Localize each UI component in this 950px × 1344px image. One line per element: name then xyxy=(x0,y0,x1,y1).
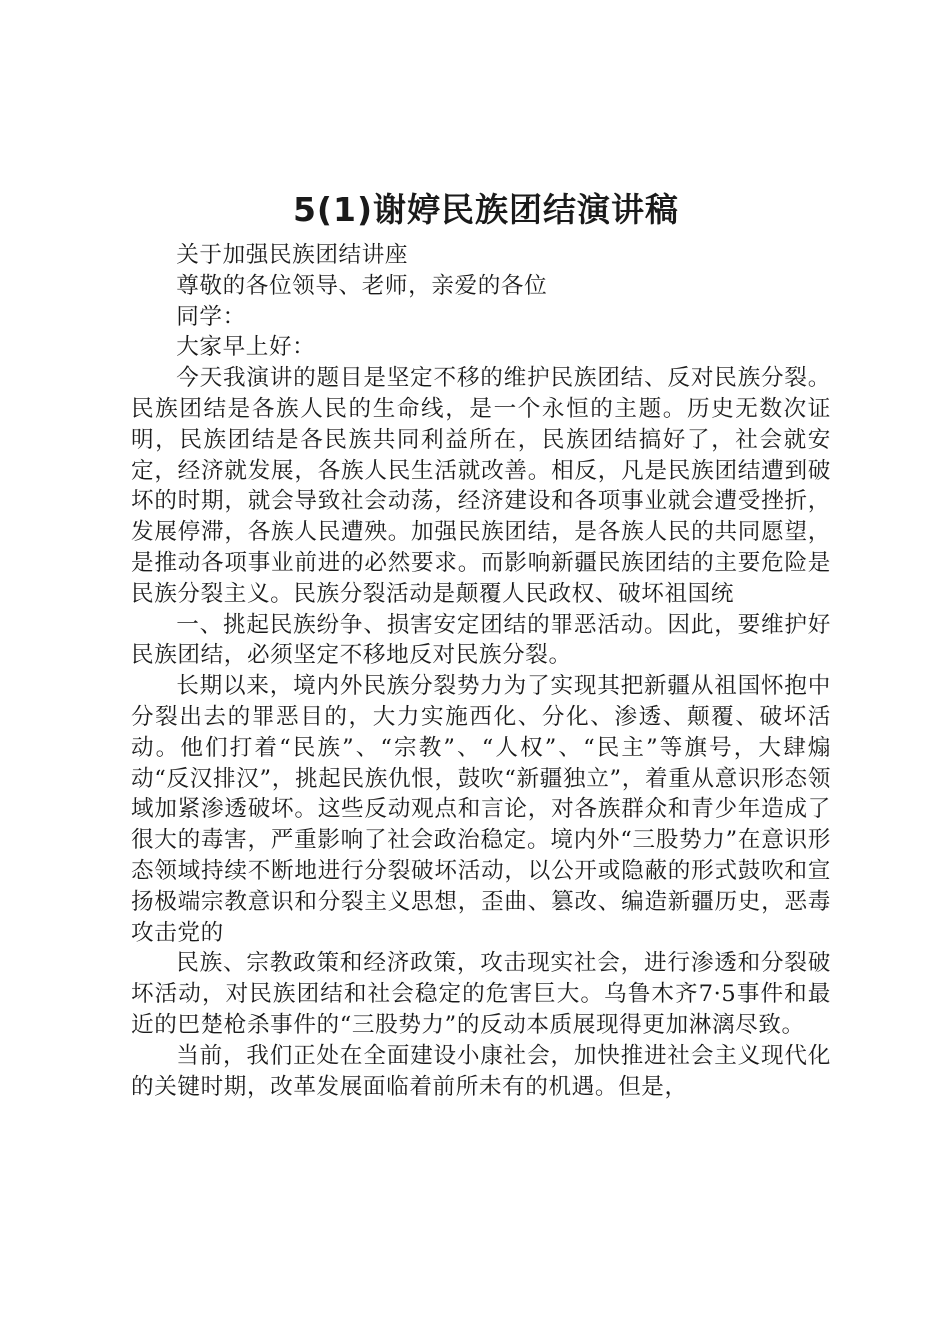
document-title: 5(1)谢婷民族团结演讲稿 xyxy=(292,190,680,229)
paragraph-salutation: 尊敬的各位领导、老师，亲爱的各位 xyxy=(176,272,548,299)
paragraph-body: 民族、宗教政策和经济政策，攻击现实社会，进行渗透和分裂破坏活动，对民族团结和社会稳定的危害巨大。乌鲁木齐7·5事件和最近的巴楚枪杀事件的“三股势力”的反动本质展现得更加淋漓尽致。 xyxy=(131,950,831,1038)
paragraph-body: 今天我演讲的题目是坚定不移的维护民族团结、反对民族分裂。民族团结是各族人民的生命线，是一个永恒的主题。历史无数次证明，民族团结是各民族共同利益所在，民族团结搞好了，社会就安定，经济就发展，各族人民生活就改善。相反，凡是民族团结遭到破坏的时期，就会导致社会动荡，经济建设和各项事业就会遭受挫折，发展停滞，各族人民遭殃。加强民族团结，是各族人民的共同愿望，是推动各项事业前进的必然要求。而影响新疆民族团结的主要危险是民族分裂主义。民族分裂活动是颠覆人民政权、破坏祖国统 xyxy=(131,365,831,607)
paragraph-body: 一、挑起民族纷争、损害安定团结的罪恶活动。因此，要维护好民族团结，必须坚定不移地反对民族分裂。 xyxy=(131,611,831,669)
paragraph-body: 长期以来，境内外民族分裂势力为了实现其把新疆从祖国怀抱中分裂出去的罪恶目的，大力实施西化、分化、渗透、颠覆、破坏活动。他们打着“民族”、“宗教”、“人权”、“民主”等旗号，大肆煽动“反汉排汉”，挑起民族仇恨，鼓吹“新疆独立”，着重从意识形态领域加紧渗透破坏。这些反动观点和言论，对各族群众和青少年造成了很大的毒害，严重影响了社会政治稳定。境内外“三股势力”在意识形态领域持续不断地进行分裂破坏活动，以公开或隐蔽的形式鼓吹和宣扬极端宗教意识和分裂主义思想，歪曲、篡改、编造新疆历史，恶毒攻击党的 xyxy=(131,673,831,946)
paragraph-body: 当前，我们正处在全面建设小康社会，加快推进社会主义现代化的关键时期，改革发展面临着前所未有的机遇。但是， xyxy=(131,1042,831,1100)
document-page xyxy=(131,184,831,1102)
paragraph-greeting: 大家早上好： xyxy=(176,334,316,361)
paragraph-heading: 关于加强民族团结讲座 xyxy=(176,242,409,268)
paragraph-salutation-cont: 同学： xyxy=(176,303,246,330)
